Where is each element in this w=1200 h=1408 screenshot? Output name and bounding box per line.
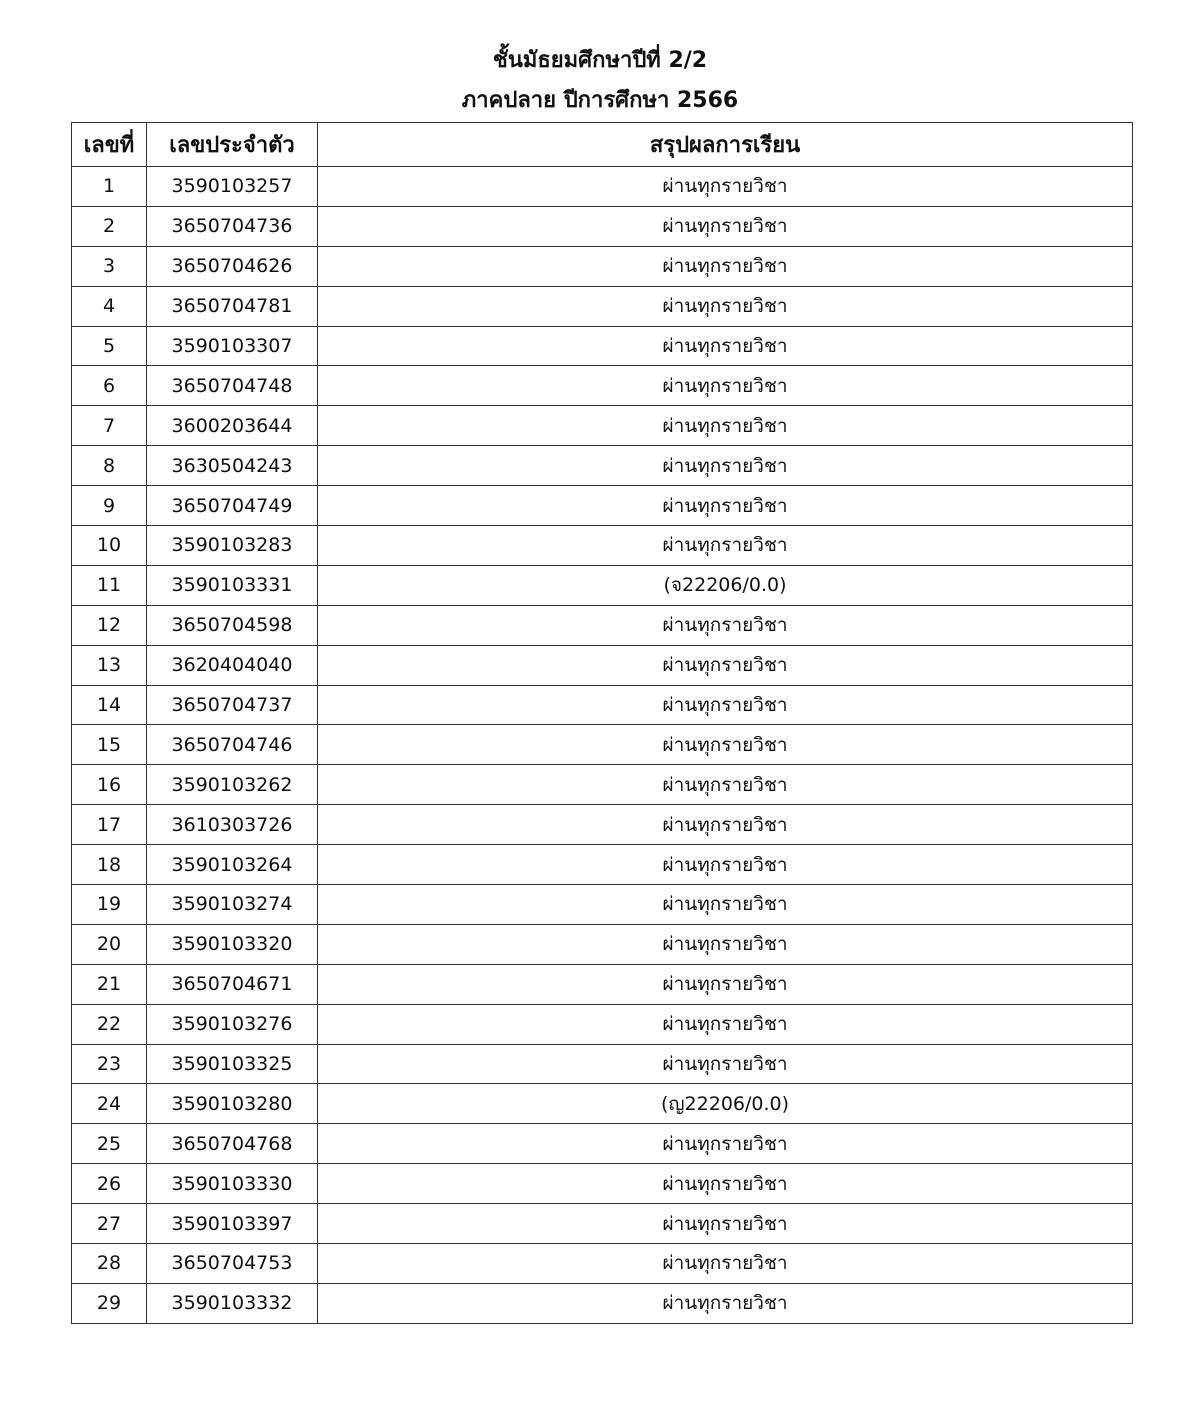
student-id: 3650704737 [147, 685, 318, 725]
result-cell: ผ่านทุกรายวิชา [318, 805, 1133, 845]
row-number: 2 [72, 206, 147, 246]
result-cell: ผ่านทุกรายวิชา [318, 1044, 1133, 1084]
result-cell: ผ่านทุกรายวิชา [318, 885, 1133, 925]
result-cell: ผ่านทุกรายวิชา [318, 1283, 1133, 1323]
row-number: 4 [72, 286, 147, 326]
document-title: ชั้นมัธยมศึกษาปีที่ 2/2 [492, 48, 708, 73]
table-row [72, 526, 1133, 566]
row-number: 28 [72, 1244, 147, 1284]
row-number: 26 [72, 1164, 147, 1204]
result-cell: ผ่านทุกรายวิชา [318, 366, 1133, 406]
student-id: 3590103330 [147, 1164, 318, 1204]
results-table [71, 122, 1133, 1324]
student-id: 3590103262 [147, 765, 318, 805]
row-number: 10 [72, 526, 147, 566]
student-id: 3600203644 [147, 406, 318, 446]
row-number: 1 [72, 167, 147, 207]
table-row [72, 805, 1133, 845]
row-number: 11 [72, 565, 147, 605]
table-row [72, 1044, 1133, 1084]
table-row [72, 1204, 1133, 1244]
table-row [72, 1004, 1133, 1044]
student-id: 3650704746 [147, 725, 318, 765]
student-id: 3590103307 [147, 326, 318, 366]
student-id: 3650704736 [147, 206, 318, 246]
student-id: 3650704749 [147, 486, 318, 526]
row-number: 5 [72, 326, 147, 366]
row-number: 9 [72, 486, 147, 526]
row-number: 18 [72, 845, 147, 885]
result-cell: ผ่านทุกรายวิชา [318, 206, 1133, 246]
student-id: 3590103274 [147, 885, 318, 925]
row-number: 21 [72, 964, 147, 1004]
row-number: 19 [72, 885, 147, 925]
student-id: 3650704748 [147, 366, 318, 406]
row-number: 27 [72, 1204, 147, 1244]
table-row [72, 565, 1133, 605]
result-cell: ผ่านทุกรายวิชา [318, 845, 1133, 885]
result-cell: ผ่านทุกรายวิชา [318, 765, 1133, 805]
student-id: 3590103320 [147, 924, 318, 964]
table-row [72, 605, 1133, 645]
table-row [72, 885, 1133, 925]
table-row [72, 765, 1133, 805]
result-cell: ผ่านทุกรายวิชา [318, 725, 1133, 765]
table-header-row [72, 123, 1133, 167]
header-number: เลขที่ [72, 123, 147, 167]
result-cell: ผ่านทุกรายวิชา [318, 1204, 1133, 1244]
row-number: 20 [72, 924, 147, 964]
student-id: 3650704598 [147, 605, 318, 645]
result-cell: ผ่านทุกรายวิชา [318, 645, 1133, 685]
table-row [72, 286, 1133, 326]
student-id: 3630504243 [147, 446, 318, 486]
student-id: 3590103332 [147, 1283, 318, 1323]
row-number: 25 [72, 1124, 147, 1164]
row-number: 17 [72, 805, 147, 845]
result-cell: ผ่านทุกรายวิชา [318, 246, 1133, 286]
result-cell: ผ่านทุกรายวิชา [318, 1124, 1133, 1164]
student-id: 3590103283 [147, 526, 318, 566]
student-id: 3650704671 [147, 964, 318, 1004]
table-row [72, 366, 1133, 406]
row-number: 23 [72, 1044, 147, 1084]
table-row [72, 1124, 1133, 1164]
result-cell: ผ่านทุกรายวิชา [318, 1004, 1133, 1044]
table-row [72, 964, 1133, 1004]
table-row [72, 1244, 1133, 1284]
table-row [72, 1164, 1133, 1204]
student-id: 3590103325 [147, 1044, 318, 1084]
result-cell: (จ22206/0.0) [318, 565, 1133, 605]
table-row [72, 845, 1133, 885]
row-number: 13 [72, 645, 147, 685]
result-cell: ผ่านทุกรายวิชา [318, 605, 1133, 645]
table-row [72, 486, 1133, 526]
student-id: 3650704753 [147, 1244, 318, 1284]
result-cell: ผ่านทุกรายวิชา [318, 924, 1133, 964]
result-cell: ผ่านทุกรายวิชา [318, 964, 1133, 1004]
document-subtitle: ภาคปลาย ปีการศึกษา 2566 [461, 88, 739, 113]
table-row [72, 725, 1133, 765]
row-number: 22 [72, 1004, 147, 1044]
result-cell: ผ่านทุกรายวิชา [318, 167, 1133, 207]
student-id: 3650704626 [147, 246, 318, 286]
row-number: 24 [72, 1084, 147, 1124]
student-id: 3590103280 [147, 1084, 318, 1124]
table-row [72, 1084, 1133, 1124]
table-row [72, 167, 1133, 207]
table-row [72, 326, 1133, 366]
row-number: 16 [72, 765, 147, 805]
row-number: 14 [72, 685, 147, 725]
row-number: 15 [72, 725, 147, 765]
student-id: 3610303726 [147, 805, 318, 845]
table-row [72, 924, 1133, 964]
student-id: 3590103264 [147, 845, 318, 885]
student-id: 3590103331 [147, 565, 318, 605]
student-id: 3650704768 [147, 1124, 318, 1164]
result-cell: ผ่านทุกรายวิชา [318, 446, 1133, 486]
table-row [72, 246, 1133, 286]
row-number: 29 [72, 1283, 147, 1323]
row-number: 12 [72, 605, 147, 645]
student-id: 3590103257 [147, 167, 318, 207]
table-row [72, 446, 1133, 486]
result-cell: ผ่านทุกรายวิชา [318, 526, 1133, 566]
student-id: 3620404040 [147, 645, 318, 685]
row-number: 3 [72, 246, 147, 286]
student-id: 3650704781 [147, 286, 318, 326]
table-row [72, 645, 1133, 685]
result-cell: ผ่านทุกรายวิชา [318, 685, 1133, 725]
table-row [72, 406, 1133, 446]
student-id: 3590103276 [147, 1004, 318, 1044]
result-cell: (ญ22206/0.0) [318, 1084, 1133, 1124]
result-cell: ผ่านทุกรายวิชา [318, 286, 1133, 326]
student-id: 3590103397 [147, 1204, 318, 1244]
result-cell: ผ่านทุกรายวิชา [318, 1164, 1133, 1204]
row-number: 7 [72, 406, 147, 446]
table-row [72, 685, 1133, 725]
table-row [72, 206, 1133, 246]
row-number: 8 [72, 446, 147, 486]
header-student-id: เลขประจำตัว [147, 123, 318, 167]
result-cell: ผ่านทุกรายวิชา [318, 1244, 1133, 1284]
result-cell: ผ่านทุกรายวิชา [318, 326, 1133, 366]
header-result: สรุปผลการเรียน [318, 123, 1133, 167]
result-cell: ผ่านทุกรายวิชา [318, 486, 1133, 526]
row-number: 6 [72, 366, 147, 406]
result-cell: ผ่านทุกรายวิชา [318, 406, 1133, 446]
table-row [72, 1283, 1133, 1323]
